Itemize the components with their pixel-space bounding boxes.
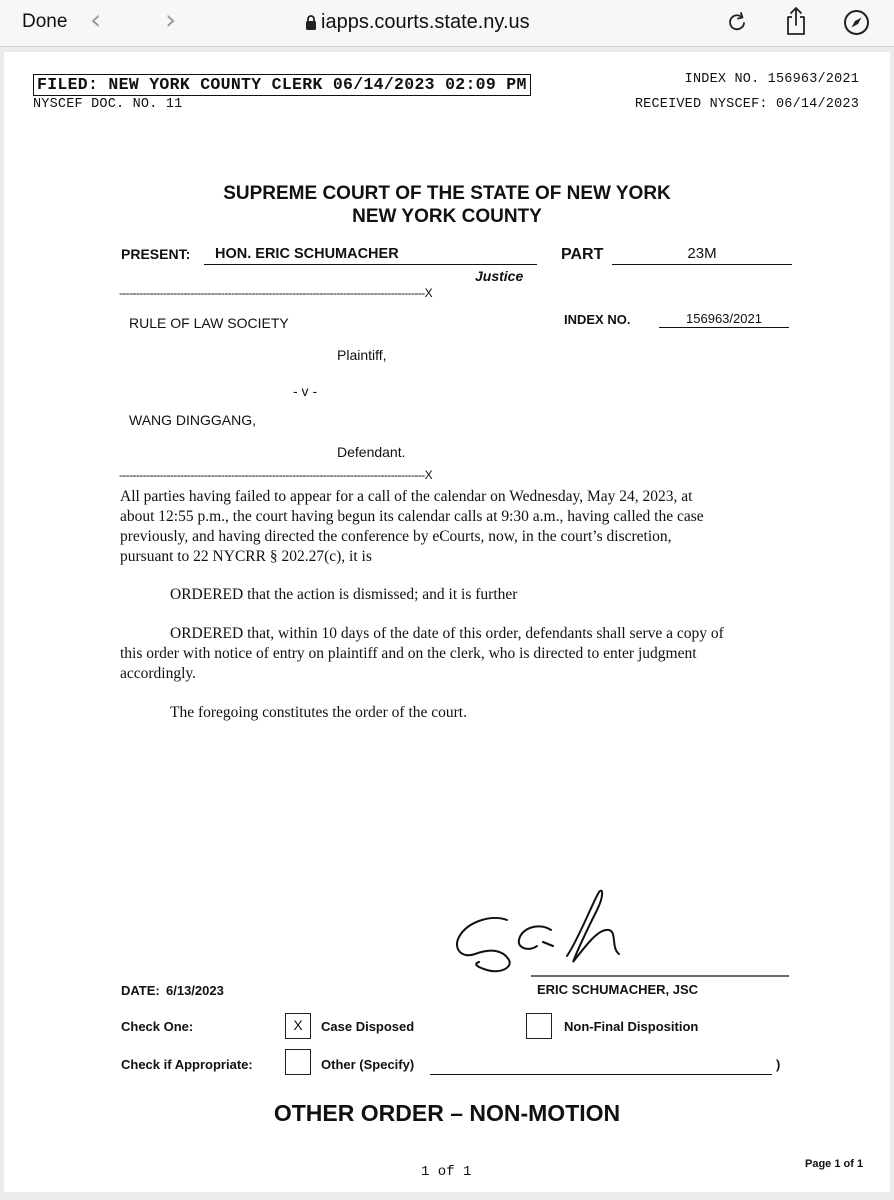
compass-icon[interactable]	[843, 9, 870, 36]
part-value: 23M	[687, 245, 717, 262]
nyscef-doc-no: NYSCEF DOC. NO. 11	[33, 97, 183, 112]
paragraph-line: ORDERED that, within 10 days of the date of this order, defendants shall serve a copy of	[170, 625, 724, 642]
court-name: SUPREME COURT OF THE STATE OF NEW YORK	[223, 183, 671, 204]
checkbox-x-mark: X	[293, 1017, 303, 1033]
ordered-serve-paragraph	[120, 624, 724, 684]
county-name: NEW YORK COUNTY	[352, 206, 542, 227]
share-icon[interactable]	[784, 5, 808, 37]
url-bar[interactable]: iapps.courts.state.ny.us	[321, 11, 530, 33]
lock-icon	[305, 14, 317, 31]
part-label: PART	[561, 246, 604, 263]
done-button[interactable]: Done	[22, 11, 68, 32]
versus: - v -	[293, 383, 318, 399]
chevron-left-icon[interactable]: ‹	[90, 3, 102, 36]
index-no-field	[659, 310, 789, 328]
case-disposed-checkbox[interactable]	[285, 1013, 311, 1039]
justice-title: Justice	[475, 268, 524, 284]
decision-paragraph	[120, 487, 704, 567]
page-counter: 1 of 1	[421, 1164, 472, 1180]
judge-name: HON. ERIC SCHUMACHER	[215, 246, 399, 262]
caption-rule-bottom: ------------------------------------------------------------------------------------------X	[119, 468, 433, 482]
date-label: DATE:	[121, 983, 160, 998]
document-page	[4, 52, 890, 1192]
plaintiff-role: Plaintiff,	[337, 347, 387, 363]
present-label: PRESENT:	[121, 246, 191, 262]
other-specify-checkbox[interactable]	[285, 1049, 311, 1075]
non-final-disposition-checkbox[interactable]	[526, 1013, 552, 1039]
caption-rule-top: ------------------------------------------------------------------------------------------X	[119, 286, 433, 300]
ordered-dismissed: ORDERED that the action is dismissed; and it is further	[170, 586, 518, 603]
judge-signature	[439, 882, 799, 982]
paragraph-line: previously, and having directed the conference by eCourts, now, in the court’s discretion,	[120, 528, 672, 545]
foregoing-statement: The foregoing constitutes the order of the court.	[170, 704, 467, 721]
page-of-label: Page 1 of 1	[805, 1158, 864, 1170]
index-no-value: 156963/2021	[686, 311, 762, 326]
check-if-appropriate-label: Check if Appropriate:	[121, 1057, 253, 1072]
signature-name: ERIC SCHUMACHER, JSC	[537, 982, 699, 997]
reload-icon[interactable]	[727, 10, 749, 34]
judge-field	[204, 245, 537, 265]
toolbar-divider	[0, 46, 894, 47]
received-nyscef: RECEIVED NYSCEF: 06/14/2023	[634, 97, 859, 112]
non-final-disposition-label: Non-Final Disposition	[564, 1019, 699, 1034]
part-field	[612, 245, 792, 265]
chevron-right-icon[interactable]: ›	[165, 3, 177, 36]
close-paren: )	[776, 1057, 781, 1072]
check-one-label: Check One:	[121, 1019, 194, 1034]
header-index-no: INDEX NO. 156963/2021	[684, 72, 859, 87]
paragraph-line: All parties having failed to appear for a call of the calendar on Wednesday, May 24, 2023, at	[120, 488, 693, 505]
paragraph-line: accordingly.	[120, 665, 197, 682]
other-specify-label: Other (Specify)	[321, 1057, 415, 1072]
filed-stamp: FILED: NEW YORK COUNTY CLERK 06/14/2023 02:09 PM	[33, 74, 531, 96]
case-disposed-label: Case Disposed	[321, 1019, 415, 1034]
defendant-role: Defendant.	[337, 444, 406, 460]
defendant-name: WANG DINGGANG,	[129, 412, 257, 428]
date-value: 6/13/2023	[166, 983, 224, 998]
index-no-label: INDEX NO.	[564, 312, 631, 327]
other-specify-field[interactable]	[430, 1056, 772, 1075]
paragraph-line: pursuant to 22 NYCRR § 202.27(c), it is	[120, 548, 372, 565]
plaintiff-name: RULE OF LAW SOCIETY	[129, 315, 289, 331]
paragraph-line: this order with notice of entry on plaintiff and on the clerk, who is directed to enter judgment	[120, 645, 697, 662]
order-type-title: OTHER ORDER – NON-MOTION	[273, 1100, 621, 1126]
browser-toolbar	[0, 0, 894, 46]
paragraph-line: about 12:55 p.m., the court having begun its calendar calls at 9:30 a.m., having called the case	[120, 508, 704, 525]
